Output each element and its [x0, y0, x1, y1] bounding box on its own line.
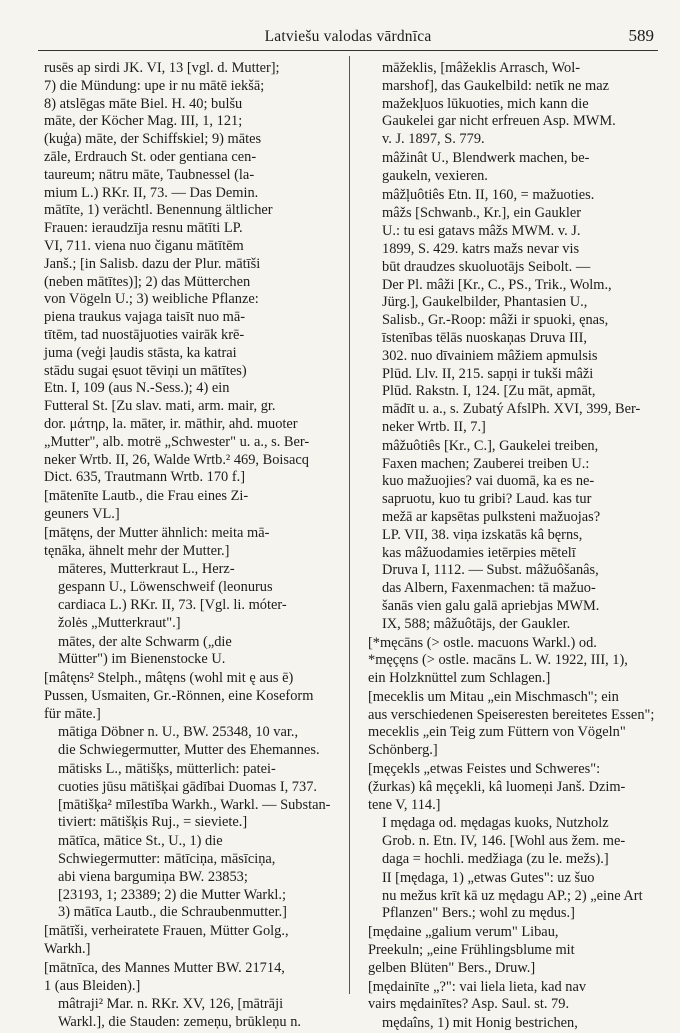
entry-line: Etn. I, 109 (aus N.-Sess.); 4) ein: [44, 380, 230, 397]
entry-line: mažekļuos lūkuoties, mich kann die: [382, 95, 589, 112]
entry-line: U.: tu esi gatavs mâžs MWM. v. J.: [382, 223, 581, 240]
entry-line: [*męcāns (> ostle. macuons Warkl.) od.: [368, 634, 597, 651]
entry-line: Plūd. Llv. II, 215. sapņi ir tukši mâži: [382, 365, 594, 382]
entry-line: geuners VL.]: [44, 505, 120, 522]
entry-line: taureum; nātru māte, Taubnessel (la-: [44, 166, 255, 183]
entry-line: īstenības tēlās nuoskaņas Druva III,: [382, 329, 588, 346]
entry-line: cuoties jūsu mātišķai gādībai Duomas I, 737.: [58, 778, 317, 795]
entry-line: Frauen: ieraudzīja resnu mātīti LP.: [44, 220, 243, 237]
entry-line: tene V, 114.]: [368, 796, 441, 813]
entry-line: [meceklis um Mitau „ein Mischmasch"; ein: [368, 688, 619, 705]
page-header: [38, 28, 658, 51]
entry-line: nu mežus krīt kā uz mędagu AP.; 2) „eine Art: [382, 887, 643, 904]
entry-line: Mütter") im Bienenstocke U.: [58, 651, 226, 668]
entry-line: abi viena bargumiņa BW. 23853;: [58, 868, 248, 885]
dictionary-entry: [44, 761, 334, 832]
entry-line: Schwiegermutter: mātīciņa, māsīciņa,: [58, 851, 276, 868]
entry-line: Faxen machen; Zauberei treiben U.:: [382, 455, 590, 472]
dictionary-entry: [44, 670, 334, 723]
entry-line: būt draudzes skuoluotājs Seibolt. —: [382, 258, 591, 275]
entry-line: v. J. 1897, S. 779.: [382, 131, 485, 148]
entry-line: meceklis „ein Teig zum Füttern von Vögeln": [368, 724, 626, 741]
entry-line: mātes, der alte Schwarm („die: [58, 633, 232, 650]
entry-line: II [mędaga, 1) „etwas Gutes": uz šuo: [382, 869, 595, 886]
entry-line: [mātnīca, des Mannes Mutter BW. 21714,: [44, 959, 285, 976]
entry-line: aus verschiedenen Speiseresten bereitetes Essen";: [368, 706, 655, 723]
page-number: 589: [628, 26, 654, 45]
entry-line: mežā ar kapsētas pulksteni mažuojas?: [382, 508, 601, 525]
dictionary-entry: [44, 60, 334, 487]
entry-line: stādu sugai ęsuot tēviņi un mātītes): [44, 362, 247, 379]
entry-line: sapruotu, kuo tu gribi? Laud. kas tur: [382, 491, 592, 508]
entry-line: mâžuôtiês [Kr., C.], Gaukelei treiben,: [382, 437, 599, 454]
dictionary-entry: [44, 996, 334, 1032]
entry-line: Pflanzen" Bers.; wohl zu mędus.]: [382, 905, 575, 922]
entry-line: Der Pl. mâži [Kr., C., PS., Trik., Wolm.,: [382, 276, 612, 293]
dictionary-entry: [368, 187, 658, 205]
entry-line: 3) mātīca Lautb., die Schraubenmutter.]: [58, 904, 287, 921]
entry-line: māteres, Mutterkraut L., Herz-: [58, 561, 235, 578]
column-divider: [349, 56, 350, 994]
entry-line: mātīte, 1) verächtl. Benennung ältlicher: [44, 202, 273, 219]
entry-line: Warkl.], die Stauden: zemeņu, brūkleņu n.: [58, 1014, 302, 1031]
dictionary-entry: [368, 924, 658, 977]
entry-line: das Albern, Faxenmachen: tā mažuo-: [382, 580, 596, 597]
entry-line: mium L.) RKr. II, 73. — Das Demin.: [44, 184, 259, 201]
dictionary-entry: [44, 833, 334, 922]
dictionary-entry: [368, 438, 658, 634]
entry-line: māžeklis, [mâžeklis Arrasch, Wol-: [382, 60, 580, 76]
entry-line: tītēm, tad nuostājuoties vairāk krē-: [44, 326, 245, 343]
entry-line: 1 (aus Bleiden).]: [44, 977, 141, 994]
entry-line: *męçęns (> ostle. macāns L. W. 1922, III, 1),: [368, 652, 628, 669]
entry-line: (kuģa) māte, der Schiffskiel; 9) mātes: [44, 131, 262, 148]
entry-line: neker Wrtb. II, 7.]: [382, 418, 486, 435]
dictionary-entry: [44, 634, 334, 670]
entry-line: 7) die Mündung: upe ir nu mātē iekšā;: [44, 77, 265, 94]
entry-line: (neben mātītes)]; 2) das Mütterchen: [44, 273, 251, 290]
entry-line: mātiga Döbner n. U., BW. 25348, 10 var.,: [58, 724, 299, 741]
dictionary-entry: [368, 60, 658, 149]
entry-line: ein Holzknüttel zum Schlagen.]: [368, 670, 551, 687]
entry-line: (žurkas) kâ męçekli, kâ luomeņi Janš. Dzim-: [368, 778, 626, 795]
dictionary-entry: [44, 923, 334, 959]
dictionary-entry: [44, 561, 334, 632]
entry-line: 302. nuo dīvainiem mâžiem apmulsis: [382, 347, 598, 364]
entry-line: [mâtęns² Stelph., mâtęns (wohl mit ę aus ē): [44, 670, 294, 687]
dictionary-entry: [368, 1015, 658, 1033]
entry-line: VI, 711. viena nuo čiganu mātītēm: [44, 237, 244, 254]
entry-line: gaukeln, vexieren.: [382, 167, 488, 184]
entry-line: mādīt u. a., s. Zubatý AfslPh. XVI, 399, Ber-: [382, 401, 641, 418]
entry-line: mâžs [Schwanb., Kr.], ein Gaukler: [382, 205, 582, 222]
dictionary-entry: [368, 689, 658, 760]
entry-line: mātisks L., mātišķs, mütterlich: patei-: [58, 761, 276, 778]
entry-line: Druva I, 1112. — Subst. mâžuôšanâs,: [382, 562, 599, 579]
entry-line: Salisb., Gr.-Roop: mâži ir spuoki, ęnas,: [382, 312, 609, 329]
entry-line: gespann U., Löwenschweif (leonurus: [58, 579, 273, 596]
dictionary-entry: [44, 724, 334, 760]
entry-line: [mātīši, verheiratete Frauen, Mütter Golg.,: [44, 923, 289, 940]
entry-line: mędaîns, 1) mit Honig bestrichen,: [382, 1015, 578, 1032]
entry-line: marshof], das Gaukelbild: netīk ne maz: [382, 77, 609, 94]
dictionary-entry: [368, 205, 658, 436]
entry-line: Futteral St. [Zu slav. mati, arm. mair, gr.: [44, 398, 276, 415]
entry-line: žolės „Mutterkraut".]: [58, 614, 181, 631]
entry-line: [mātišķa² mīlestība Warkh., Warkl. — Substan-: [58, 796, 331, 813]
entry-line: kuo mažuojies? vai duomā, ka es ne-: [382, 473, 595, 490]
dictionary-entry: [368, 979, 658, 1015]
entry-line: 1899, S. 429. katrs mažs nevar vis: [382, 240, 580, 257]
entry-line: cardiaca L.) RKr. II, 73. [Vgl. li. móter-: [58, 596, 287, 613]
entry-line: [mātenīte Lautb., die Frau eines Zi-: [44, 488, 249, 505]
entry-line: tiviert: mātišķis Ruj., = sieviete.]: [58, 814, 248, 831]
dictionary-entry: [368, 150, 658, 186]
entry-line: Gaukelei gar nicht erfreuen Asp. MWM.: [382, 113, 616, 130]
dictionary-entry: [368, 635, 658, 688]
entry-line: von Vögeln U.; 3) weibliche Pflanze:: [44, 291, 259, 308]
entry-line: šanās vien galu galā apriebjas MWM.: [382, 597, 600, 614]
entry-line: Schönberg.]: [368, 742, 438, 759]
dictionary-entry: [44, 960, 334, 996]
dictionary-entry: [44, 525, 334, 561]
entry-line: mâžļuôtiês Etn. II, 160, = mažuoties.: [382, 186, 595, 203]
entry-line: [23193, 1; 23389; 2) die Mutter Warkl.;: [58, 886, 286, 903]
entry-line: [mātęns, der Mutter ähnlich: meita mā-: [44, 524, 270, 541]
entry-line: LP. VII, 38. viņa izskatās kâ bęrns,: [382, 526, 583, 543]
dictionary-entry: [368, 761, 658, 814]
dictionary-entry: [368, 870, 658, 923]
entry-line: IX, 588; mâžuôtājs, der Gaukler.: [382, 615, 571, 632]
entry-line: neker Wrtb. II, 26, Walde Wrtb.² 469, Boisacq: [44, 451, 309, 468]
entry-line: Grob. n. Etn. IV, 146. [Wohl aus žem. me-: [382, 833, 626, 850]
entry-line: Janš.; [in Salisb. dazu der Plur. mātīši: [44, 255, 261, 272]
entry-line: I mędaga od. mędagas kuoks, Nutzholz: [382, 815, 609, 832]
entry-line: mātīca, mātice St., U., 1) die: [58, 833, 223, 850]
entry-line: „Mutter", alb. motrë „Schwester" u. a., s. Ber-: [44, 433, 310, 450]
entry-line: Preekuln; „eine Frühlingsblume mit: [368, 942, 575, 959]
entry-line: für māte.]: [44, 705, 101, 722]
entry-line: 8) atslēgas māte Biel. H. 40; bulšu: [44, 95, 243, 112]
entry-line: Plūd. Rakstn. I, 124. [Zu māt, apmāt,: [382, 383, 596, 400]
entry-line: rusēs ap sirdi JK. VI, 13 [vgl. d. Mutter];: [44, 60, 280, 76]
entry-line: piena traukus vajaga taisīt nuo mā-: [44, 309, 246, 326]
entry-line: [mędaine „galium verum" Libau,: [368, 924, 559, 941]
left-column: [44, 60, 334, 1031]
entry-line: dor. μάτηρ, la. māter, ir. māthir, ahd. muoter: [44, 415, 298, 432]
entry-line: [męçekls „etwas Feistes und Schweres":: [368, 761, 601, 778]
entry-line: Pussen, Usmaiten, Gr.-Rönnen, eine Koseform: [44, 687, 314, 704]
entry-line: tęnāka, ähnelt mehr der Mutter.]: [44, 542, 230, 559]
entry-line: [mędainīte „?": vai liela lieta, kad nav: [368, 978, 587, 995]
entry-line: mâžinât U., Blendwerk machen, be-: [382, 149, 590, 166]
entry-line: juma (veģi ļaudis stāsta, ka katrai: [44, 344, 237, 361]
dictionary-entry: [44, 488, 334, 524]
entry-line: daga = hochli. medžiaga (zu le. mežs).]: [382, 851, 609, 868]
entry-line: vairs mędainītes? Asp. Saul. st. 79.: [368, 996, 570, 1013]
entry-line: Dict. 635, Trautmann Wrtb. 170 f.]: [44, 469, 246, 486]
entry-line: gelben Blüten" Bers., Druw.]: [368, 959, 536, 976]
right-column: [368, 60, 658, 1032]
entry-line: kas mâžuodamies ietērpies mētelī: [382, 544, 576, 561]
dictionary-entry: [368, 815, 658, 868]
entry-line: die Schwiegermutter, Mutter des Ehemannes.: [58, 742, 320, 759]
running-title: Latviešu valodas vārdnīca: [264, 28, 432, 45]
entry-line: Jürg.], Gaukelbilder, Phantasien U.,: [382, 294, 588, 311]
entry-line: māte, der Köcher Mag. III, 1, 121;: [44, 113, 243, 130]
entry-line: Warkh.]: [44, 941, 91, 958]
entry-line: mâtraji² Mar. n. RKr. XV, 126, [mātrāji: [58, 996, 284, 1013]
entry-line: zāle, Erdrauch St. oder gentiana cen-: [44, 148, 257, 165]
